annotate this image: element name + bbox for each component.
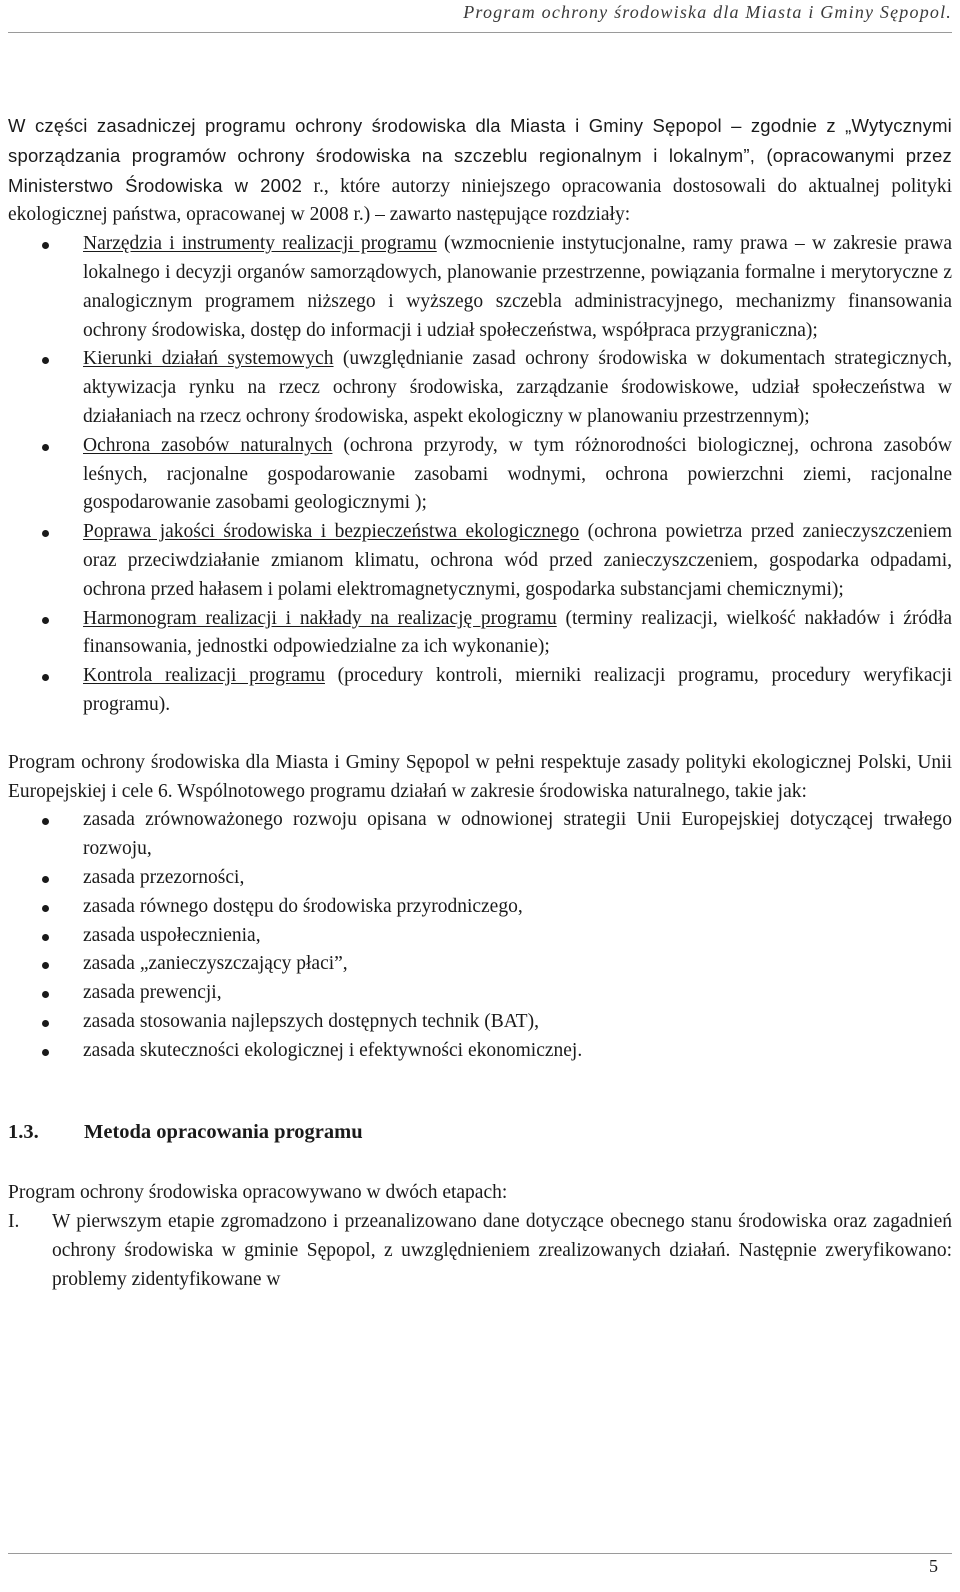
- bullet-icon: [42, 962, 49, 969]
- header-divider: [8, 32, 952, 33]
- list-item: [8, 1008, 952, 1037]
- list-item: [8, 1037, 952, 1066]
- principle-text: zasada równego dostępu do środowiska przyrodniczego,: [83, 895, 523, 917]
- section-heading: [8, 1118, 952, 1147]
- bullet-icon: [42, 905, 49, 912]
- bullet-icon: [42, 444, 49, 451]
- bullet-icon: [42, 934, 49, 941]
- bullet-icon: [42, 530, 49, 537]
- chapter-description: (wzmocnienie instytucjonalne, ramy prawa – w zakresie prawa lokalnego i decyzji organów samorządowych, planowanie przestrzenne, powiązania formalne i merytoryczne z analogicznym programem niższego i wyższego szczebla administracyjnego, mechanizmy finansowania ochrony środowiska, dostęp do informacji i udział społeczeństwa, współpraca przygraniczna);: [83, 233, 952, 341]
- list-item: [8, 230, 952, 345]
- list-item: [8, 950, 952, 979]
- list-item: [8, 605, 952, 663]
- list-item: [8, 518, 952, 604]
- roman-marker: I.: [8, 1211, 20, 1233]
- principle-text: zasada „zanieczyszczający płaci”,: [83, 953, 348, 975]
- chapter-title: Poprawa jakości środowiska i bezpieczeństwa ekologicznego: [83, 521, 580, 543]
- principle-text: zasada uspołecznienia,: [83, 924, 261, 946]
- principle-text: zasada skuteczności ekologicznej i efektywności ekonomicznej.: [83, 1039, 583, 1061]
- list-item: [8, 432, 952, 518]
- chapter-title: Kierunki działań systemowych: [83, 348, 334, 370]
- principles-list: [8, 806, 952, 1065]
- chapter-title: Ochrona zasobów naturalnych: [83, 434, 333, 456]
- running-header: Program ochrony środowiska dla Miasta i Gminy Sępopol.: [463, 2, 952, 22]
- bullet-icon: [42, 991, 49, 998]
- stage-one-text: W pierwszym etapie zgromadzono i przeanalizowano dane dotyczące obecnego stanu środowiska oraz zagadnień ochrony środowiska w gminie Sępopol, z uwzględnieniem zrealizowanych działań. Następnie zweryfikowano: problemy zidentyfikowane w: [52, 1211, 952, 1290]
- spacer: [8, 720, 952, 749]
- chapter-title: Harmonogram realizacji i nakłady na realizację programu: [83, 607, 557, 629]
- chapter-description: (ochrona powietrza przed zanieczyszczeniem oraz przeciwdziałanie zmianom klimatu, ochrona wód przed zanieczyszczeniem, gospodarka odpadami, ochrona przed hałasem i polami elektromagnetycznymi, gospodarka substancjami chemicznymi);: [83, 521, 952, 600]
- stage-one-item: [8, 1208, 952, 1294]
- chapter-description: (uwzględnianie zasad ochrony środowiska w dokumentach strategicznych, aktywizacja rynku na rzecz ochrony środowiska, zarządzanie środowiskowe, udział społeczeństwa w działaniach na rzecz ochrony środowiska, aspekt ekologiczny w planowaniu przestrzennym);: [83, 348, 952, 427]
- spacer: [8, 1066, 952, 1118]
- chapter-title: Narzędzia i instrumenty realizacji programu: [83, 233, 437, 255]
- bullet-icon: [42, 242, 49, 249]
- bullet-icon: [42, 1020, 49, 1027]
- list-item: [8, 345, 952, 431]
- spacer: [8, 1146, 952, 1179]
- chapter-description: (ochrona przyrody, w tym różnorodności biologicznej, ochrona zasobów leśnych, racjonalne gospodarowanie zasobami wodnymi, ochrona powierzchni ziemi, racjonalne gospodarowanie zasobami geologicznymi );: [83, 434, 952, 514]
- list-item: [8, 922, 952, 951]
- principle-text: zasada stosowania najlepszych dostępnych technik (BAT),: [83, 1010, 539, 1032]
- page-number: 5: [929, 1556, 938, 1576]
- bullet-icon: [42, 674, 49, 681]
- policy-paragraph: Program ochrony środowiska dla Miasta i Gminy Sępopol w pełni respektuje zasady polityki ekologicznej Polski, Unii Europejskiej i cele 6. Wspólnotowego programu działań w zakresie środowiska naturalnego, takie jak:: [8, 751, 952, 802]
- bullet-icon: [42, 1049, 49, 1056]
- list-item: [8, 864, 952, 893]
- bullet-icon: [42, 357, 49, 364]
- list-item: [8, 893, 952, 922]
- intro-serif-text: r., które autorzy niniejszego opracowania dostosowali do aktualnej polityki ekologicznej państwa, opracowanej w 2008 r.) – zawarto następujące rozdziały:: [8, 175, 953, 226]
- bullet-icon: [42, 876, 49, 883]
- list-item: [8, 979, 952, 1008]
- list-item: [8, 806, 952, 864]
- principle-text: zasada prewencji,: [83, 982, 222, 1004]
- chapter-description: (terminy realizacji, wielkość nakładów i źródła finansowania, jednostki odpowiedzialne za ich wykonanie);: [83, 607, 952, 658]
- document-body: [8, 112, 952, 1294]
- section-title: Metoda opracowania programu: [84, 1120, 363, 1143]
- list-item: [8, 662, 952, 720]
- principle-text: zasada zrównoważonego rozwoju opisana w odnowionej strategii Unii Europejskiej dotyczącej trwałego rozwoju,: [83, 809, 952, 860]
- footer-divider: [8, 1553, 952, 1554]
- intro-sans-text: W części zasadniczej programu ochrony środowiska dla Miasta i Gminy Sępopol – zgodnie z „Wytycznymi sporządzania programów ochrony środowiska na szczeblu regionalnym i lokalnym”, (opracowanymi przez Ministerstwo Środowiska w 2002: [8, 115, 952, 196]
- bullet-icon: [42, 818, 49, 825]
- chapter-title: Kontrola realizacji programu: [83, 665, 325, 687]
- principle-text: zasada przezorności,: [83, 866, 245, 888]
- chapter-description: (procedury kontroli, mierniki realizacji programu, procedury weryfikacji programu).: [83, 665, 952, 715]
- method-intro: Program ochrony środowiska opracowywano w dwóch etapach:: [8, 1182, 508, 1204]
- bullet-icon: [42, 617, 49, 624]
- intro-paragraph: [8, 112, 952, 230]
- chapters-list: [8, 230, 952, 720]
- section-number: 1.3.: [8, 1120, 39, 1143]
